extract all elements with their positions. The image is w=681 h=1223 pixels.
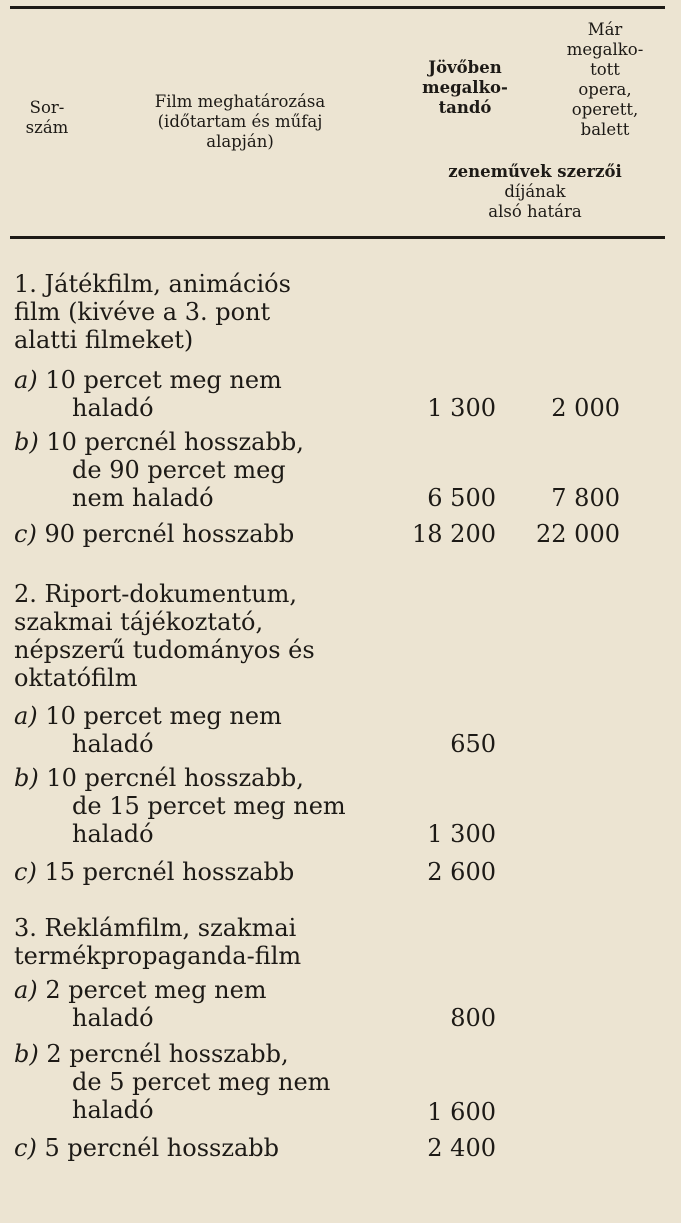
item-line: 90 percnél hosszabb: [44, 520, 295, 548]
section-3-item-a-value-future: 800: [450, 1004, 496, 1032]
section-1-item-a-value-future: 1 300: [427, 394, 496, 422]
section-2-item-a-value-future: 650: [450, 730, 496, 758]
section-title-line: 1. Játékfilm, animációs: [14, 270, 291, 298]
header-fee-caption-line: alsó határa: [488, 202, 582, 221]
item-line: 5 percnél hosszabb: [44, 1134, 280, 1162]
section-1-item-c-value-future: 18 200: [412, 520, 496, 548]
header-fee-caption-line: zeneművek szerzői: [448, 162, 622, 181]
header-col-film-line: Film meghatározása: [154, 92, 326, 111]
top-rule: [10, 6, 665, 9]
item-marker: a): [14, 702, 38, 730]
item-marker: a): [14, 366, 38, 394]
header-col-film-line: alapján): [206, 132, 274, 151]
header-col-number: [12, 98, 82, 138]
header-col-film-line: (időtartam és műfaj: [157, 112, 323, 131]
header-rule: [10, 236, 665, 239]
section-2-title: [14, 580, 384, 692]
item-line: haladó: [72, 394, 154, 422]
item-line: 10 percet meg nem: [45, 366, 282, 394]
section-1-item-b-value-existing: 7 800: [551, 484, 620, 512]
item-line: de 90 percet meg: [72, 456, 286, 484]
item-line: 2 percnél hosszabb,: [46, 1040, 289, 1068]
item-line: haladó: [72, 730, 154, 758]
section-1-item-b-value-future: 6 500: [427, 484, 496, 512]
section-2-item-b-value-future: 1 300: [427, 820, 496, 848]
item-line: de 15 percet meg nem: [72, 792, 346, 820]
section-3-item-b-value-future: 1 600: [427, 1098, 496, 1126]
header-col-existing-line: Már: [587, 20, 623, 39]
header-col-existing: [540, 20, 670, 140]
section-1-item-c-value-existing: 22 000: [536, 520, 620, 548]
section-title-line: alatti filmeket): [14, 326, 194, 354]
item-marker: c): [14, 520, 37, 548]
item-line: 15 percnél hosszabb: [44, 858, 295, 886]
header-col-existing-line: opera,: [578, 80, 632, 99]
section-1-title: [14, 270, 384, 354]
item-marker: c): [14, 1134, 37, 1162]
item-marker: c): [14, 858, 37, 886]
header-col-film: [100, 92, 380, 152]
header-col-existing-line: tott: [590, 60, 620, 79]
section-title-line: oktatófilm: [14, 664, 138, 692]
header-col-number-line: Sor-: [29, 98, 65, 117]
header-fee-caption-line: díjának: [504, 182, 566, 201]
header-col-future: [400, 58, 530, 118]
section-2-item-b: [14, 764, 384, 848]
header-fee-caption: [400, 162, 670, 222]
item-line: 10 percet meg nem: [45, 702, 282, 730]
section-1-item-a: [14, 366, 384, 422]
section-3-item-b: [14, 1040, 384, 1124]
header-col-future-line: megalko-: [422, 78, 508, 97]
item-marker: a): [14, 976, 38, 1004]
section-1-item-a-value-existing: 2 000: [551, 394, 620, 422]
section-title-line: 3. Reklámfilm, szakmai: [14, 914, 297, 942]
section-title-line: film (kivéve a 3. pont: [14, 298, 271, 326]
item-line: 2 percet meg nem: [45, 976, 267, 1004]
section-1-item-b: [14, 428, 384, 512]
header-col-number-line: szám: [25, 118, 69, 137]
item-line: de 5 percet meg nem: [72, 1068, 331, 1096]
section-3-item-c-value-future: 2 400: [427, 1134, 496, 1162]
item-marker: b): [14, 764, 39, 792]
section-3-item-a: [14, 976, 384, 1032]
item-line: haladó: [72, 1004, 154, 1032]
header-col-existing-line: megalko-: [566, 40, 644, 59]
section-2-item-c-value-future: 2 600: [427, 858, 496, 886]
section-2-item-c: [14, 858, 384, 886]
section-3-title: [14, 914, 384, 970]
item-marker: b): [14, 428, 39, 456]
section-title-line: szakmai tájékoztató,: [14, 608, 264, 636]
item-line: haladó: [72, 1096, 154, 1124]
header-col-existing-line: operett,: [571, 100, 639, 119]
header-col-future-line: tandó: [438, 98, 492, 117]
section-2-item-a: [14, 702, 384, 758]
item-marker: b): [14, 1040, 39, 1068]
header-col-existing-line: balett: [580, 120, 630, 139]
item-line: 10 percnél hosszabb,: [46, 764, 304, 792]
item-line: nem haladó: [72, 484, 214, 512]
item-line: 10 percnél hosszabb,: [46, 428, 304, 456]
item-line: haladó: [72, 820, 154, 848]
header-col-future-line: Jövőben: [428, 58, 502, 77]
section-title-line: népszerű tudományos és: [14, 636, 315, 664]
section-1-item-c: [14, 520, 384, 548]
section-title-line: termékpropaganda-film: [14, 942, 302, 970]
section-title-line: 2. Riport-dokumentum,: [14, 580, 298, 608]
section-3-item-c: [14, 1134, 384, 1162]
